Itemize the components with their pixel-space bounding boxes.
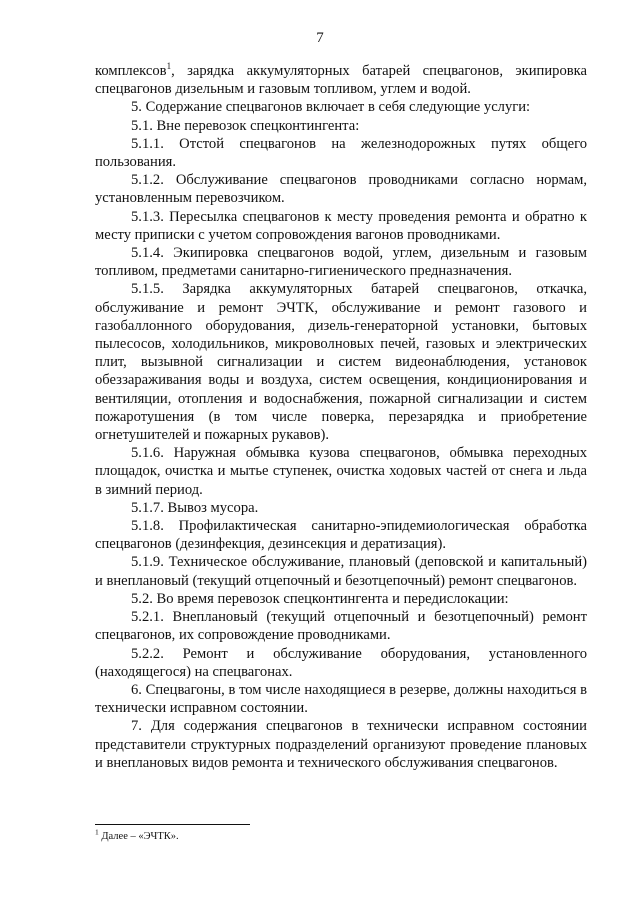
paragraph-5-1-8: 5.1.8. Профилактическая санитарно-эпидемиологическая обработка спецвагонов (дезинфекция, дезинсекция и дератизация). [95,518,587,553]
paragraph-5-1-7: 5.1.7. Вывоз мусора. [131,499,259,516]
paragraph-5-1-9: 5.1.9. Техническое обслуживание, плановый (деповской и капитальный) и внеплановый (текущий отцепочный и безотцепочный) ремонт спецвагонов. [95,554,587,589]
paragraph-5-1-1: 5.1.1. Отстой спецвагонов на железнодорожных путях общего пользования. [95,135,587,171]
paragraph-5-1: 5.1. Вне перевозок спецконтингента: [131,117,360,134]
paragraph-text: , зарядка аккумуляторных батарей спецвагонов, экипировка спецвагонов дизельным и газовым топливом, углем и водой. [95,63,587,98]
paragraph-5-1-3: 5.1.3. Пересылка спецвагонов к месту проведения ремонта и обратно к месту приписки с учетом сопровождения вагонов проводниками. [95,208,587,243]
paragraph-5-2: 5.2. Во время перевозок спецконтингента и передислокации: [131,590,509,607]
footnote-marker: 1 [95,827,99,837]
paragraph-continuation [95,62,587,98]
paragraph-7: 7. Для содержания спецвагонов в технически исправном состоянии представители структурных подразделений организуют проведение плановых и внеплановых видов ремонта и технического обслуживания спецвагонов. [95,718,587,771]
paragraph-5-1-2: 5.1.2. Обслуживание спецвагонов проводниками согласно нормам, установленным перевозчиком. [95,172,587,207]
footnote-reference: 1 [166,61,172,72]
paragraph-5-2-2: 5.2.2. Ремонт и обслуживание оборудования, установленного (находящегося) на спецвагонах. [95,645,587,680]
paragraph-6: 6. Спецвагоны, в том числе находящиеся в резерве, должны находиться в технически исправном состоянии. [95,681,587,717]
paragraph-text: комплексов [95,63,167,79]
paragraph-5-1-6: 5.1.6. Наружная обмывка кузова спецвагонов, обмывка переходных площадок, очистка и мытье ступенек, очистка ходовых частей от снега и льда в зимний период. [95,445,587,498]
footnote-divider [95,824,250,825]
paragraph-5-1-5: 5.1.5. Зарядка аккумуляторных батарей спецвагонов, откачка, обслуживание и ремонт ЭЧТК, обслуживание и ремонт газового и газобаллонного оборудования, дизель-генераторной установки, бытовых пылесосов, холодильников, микроволновых печей, газовых и электрических плит, вызывной сигнализации и систем видеонаблюдения, установок обеззараживания воды и воздуха, систем освещения, кондиционирования и вентиляции, отопления и водоснабжения, пожарной сигнализации и систем пожаротушения (в том числе поверка, перезарядка и приобретение огнетушителей и пожарных рукавов). [95,281,587,444]
footnote-text: Далее – «ЭЧТК». [98,831,179,842]
paragraph-5-2-1: 5.2.1. Внеплановый (текущий отцепочный и безотцепочный) ремонт спецвагонов, их сопровождение проводниками. [95,609,587,644]
footnote [95,827,179,843]
paragraph-5-1-4: 5.1.4. Экипировка спецвагонов водой, углем, дизельным и газовым топливом, предметами санитарно-гигиенического предназначения. [95,245,587,280]
paragraph-5-heading: 5. Содержание спецвагонов включает в себя следующие услуги: [131,99,531,116]
document-body [95,62,587,772]
page-number: 7 [316,30,324,46]
